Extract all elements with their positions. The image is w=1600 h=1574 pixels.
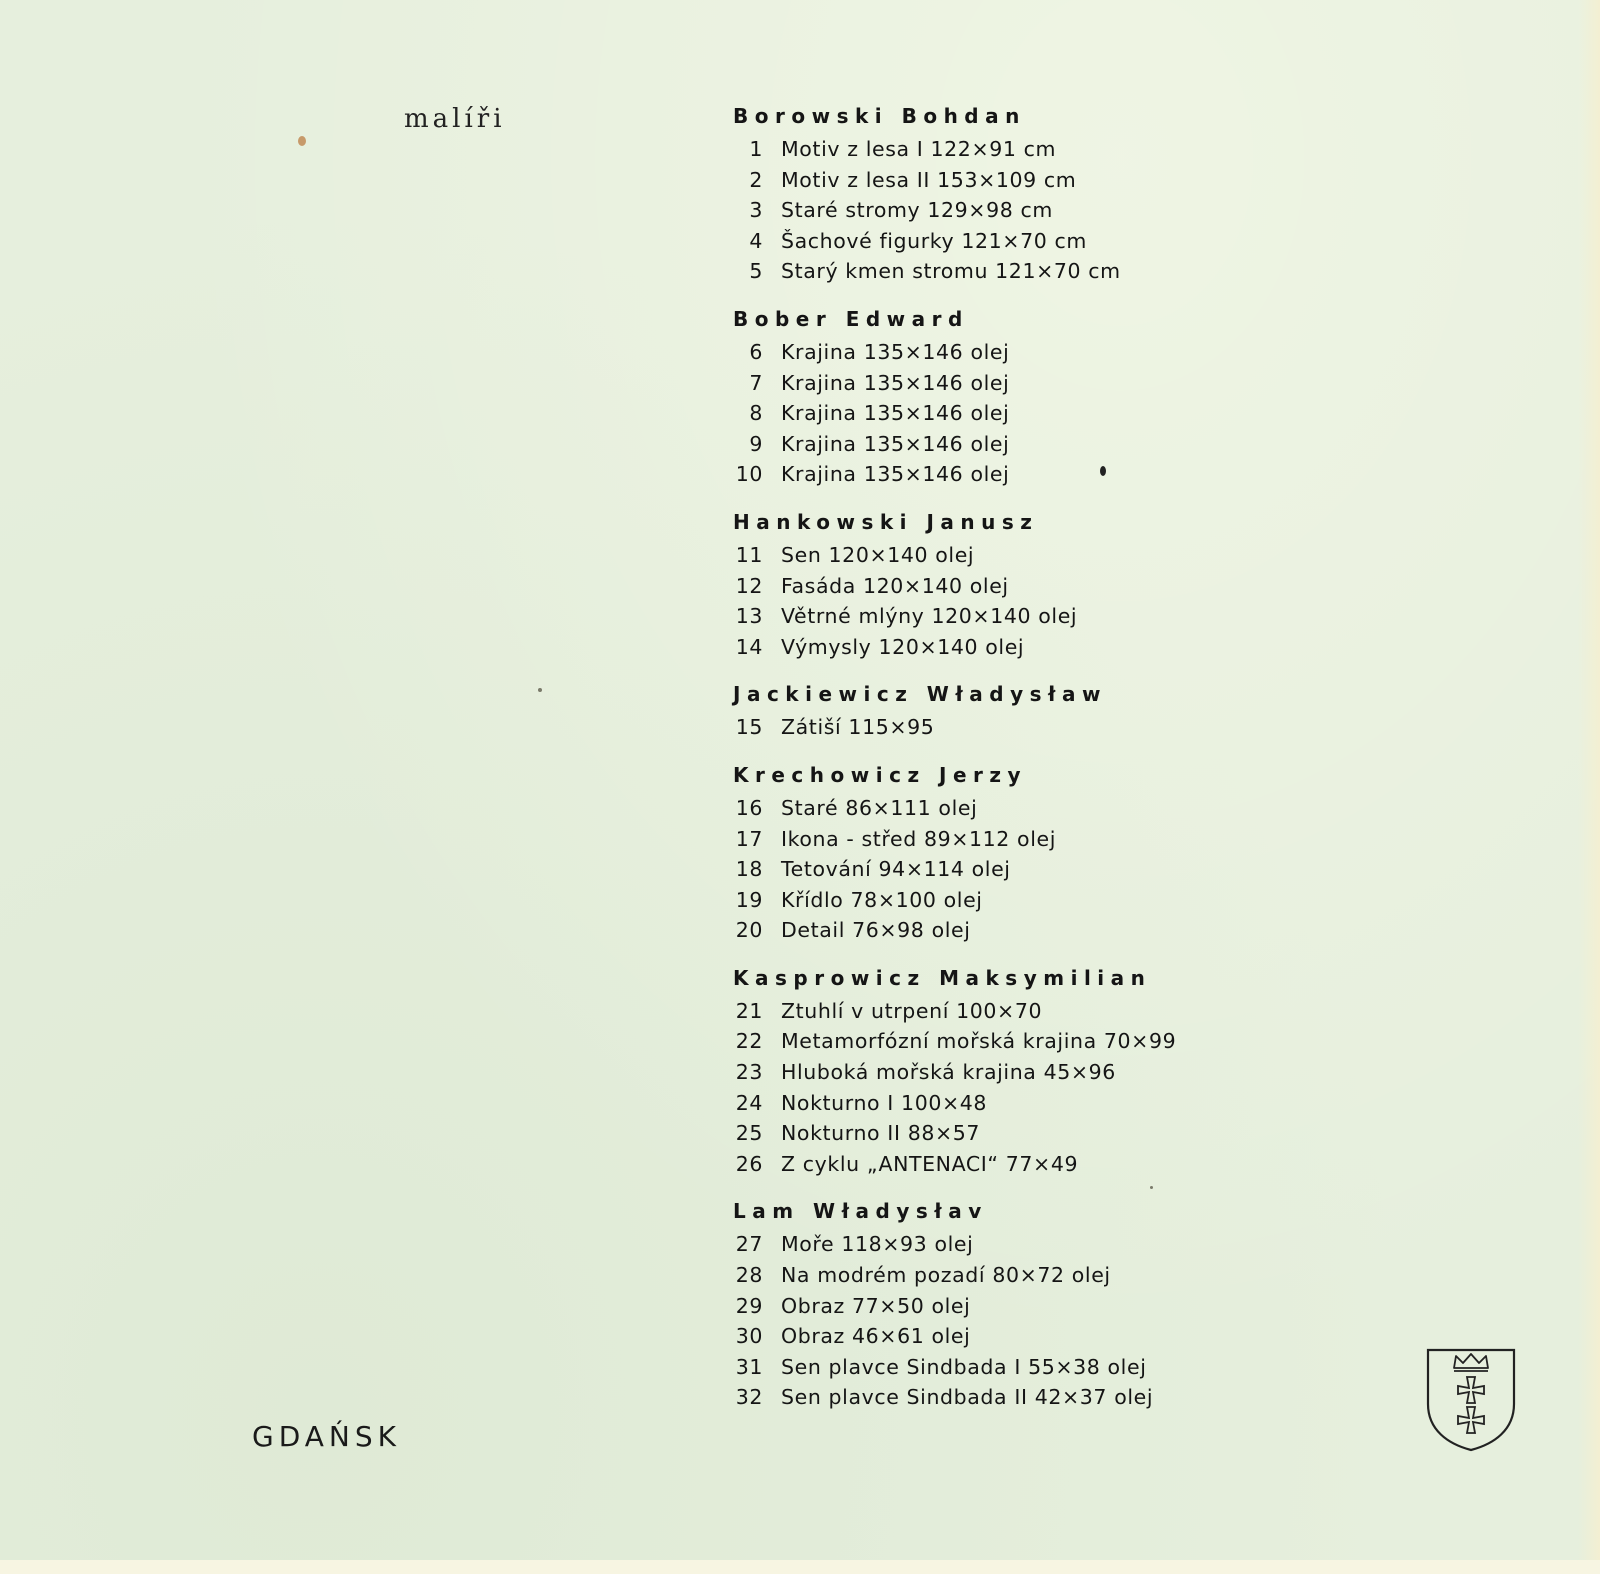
artwork-title: Starý kmen stromu 121×70 cm [781, 259, 1121, 284]
artwork-title: Krajina 135×146 olej [781, 339, 1010, 364]
artwork-title: Sen plavce Sindbada I 55×38 olej [781, 1354, 1147, 1379]
artwork-title: Ikona - střed 89×112 olej [781, 826, 1057, 851]
artwork-number: 27 [735, 1232, 763, 1257]
artwork-item [733, 632, 1253, 663]
paper-speck [538, 688, 542, 692]
artwork-item [733, 226, 1253, 257]
artwork-number: 23 [735, 1060, 763, 1085]
artwork-item [733, 824, 1253, 855]
artwork-item [733, 1352, 1253, 1383]
artwork-title: Metamorfózní mořská krajina 70×99 [781, 1029, 1177, 1054]
artwork-title: Hluboká mořská krajina 45×96 [781, 1060, 1116, 1085]
artwork-item [733, 1118, 1253, 1149]
artwork-item [733, 165, 1253, 196]
artwork-number: 9 [749, 431, 763, 456]
artwork-item [733, 1026, 1253, 1057]
artwork-title: Šachové figurky 121×70 cm [781, 228, 1087, 253]
page-edge-bottom [0, 1560, 1600, 1574]
city-label: GDAŃSK [252, 1420, 401, 1453]
artist-name: Kasprowicz Maksymilian [733, 965, 1152, 990]
artwork-number: 24 [735, 1090, 763, 1115]
artwork-number: 7 [749, 370, 763, 395]
gdansk-coat-of-arms-icon [1424, 1346, 1518, 1452]
artwork-number: 16 [735, 795, 763, 820]
artwork-list [733, 337, 1253, 490]
artwork-title: Nokturno II 88×57 [781, 1121, 981, 1146]
artwork-number: 29 [735, 1293, 763, 1318]
artwork-title: Detail 76×98 olej [781, 918, 971, 943]
artwork-number: 30 [735, 1324, 763, 1349]
artist-name: Jackiewicz Władysław [733, 682, 1107, 707]
artwork-item [733, 337, 1253, 368]
artist-name: Bober Edward [733, 306, 969, 331]
section-title: malíři [404, 104, 506, 134]
artwork-item [733, 134, 1253, 165]
artwork-list [733, 540, 1253, 662]
artwork-number: 31 [735, 1354, 763, 1379]
artwork-title: Krajina 135×146 olej [781, 401, 1010, 426]
artwork-title: Z cyklu „ANTENACI“ 77×49 [781, 1151, 1079, 1176]
artwork-item [733, 1229, 1253, 1260]
artwork-number: 5 [749, 259, 763, 284]
artwork-list [733, 996, 1253, 1180]
artwork-item [733, 601, 1253, 632]
artwork-item [733, 712, 1253, 743]
artwork-item [733, 885, 1253, 916]
artwork-number: 26 [735, 1151, 763, 1176]
artwork-item [733, 459, 1253, 490]
artwork-title: Krajina 135×146 olej [781, 370, 1010, 395]
artist-name: Lam Władysłav [733, 1199, 988, 1224]
artwork-number: 10 [735, 462, 763, 487]
artwork-title: Fasáda 120×140 olej [781, 573, 1009, 598]
artwork-list [733, 712, 1253, 743]
artwork-number: 3 [749, 198, 763, 223]
artwork-number: 1 [749, 137, 763, 161]
artwork-number: 17 [735, 826, 763, 851]
paper-speck [298, 136, 306, 146]
artwork-list [733, 793, 1253, 946]
artwork-item [733, 1382, 1253, 1413]
artwork-number: 4 [749, 228, 763, 253]
artwork-item [733, 793, 1253, 824]
artwork-number: 22 [735, 1029, 763, 1054]
artwork-number: 25 [735, 1121, 763, 1146]
artwork-number: 28 [735, 1263, 763, 1288]
artist-name: Hankowski Janusz [733, 509, 1039, 534]
artwork-number: 11 [735, 542, 763, 567]
artwork-item [733, 540, 1253, 571]
artwork-title: Ztuhlí v utrpení 100×70 [781, 998, 1043, 1023]
artwork-title: Staré 86×111 olej [781, 795, 978, 820]
artwork-title: Moře 118×93 olej [781, 1232, 974, 1257]
artwork-title: Motiv z lesa II 153×109 cm [781, 167, 1077, 192]
artwork-number: 12 [735, 573, 763, 598]
artwork-number: 32 [735, 1385, 763, 1410]
artwork-list [733, 134, 1253, 287]
artwork-number: 15 [735, 715, 763, 740]
artwork-title: Krajina 135×146 olej [781, 431, 1010, 456]
artwork-title: Obraz 46×61 olej [781, 1324, 971, 1349]
artwork-number: 2 [749, 167, 763, 192]
artwork-item [733, 1057, 1253, 1088]
artwork-title: Výmysly 120×140 olej [781, 634, 1025, 659]
artwork-item [733, 854, 1253, 885]
artwork-number: 19 [735, 887, 763, 912]
artwork-title: Křídlo 78×100 olej [781, 887, 983, 912]
artwork-item [733, 1260, 1253, 1291]
artwork-item [733, 398, 1253, 429]
artwork-title: Zátiší 115×95 [781, 715, 935, 740]
artwork-number: 13 [735, 604, 763, 629]
artwork-number: 21 [735, 998, 763, 1023]
artwork-title: Na modrém pozadí 80×72 olej [781, 1263, 1111, 1288]
artist-name: Krechowicz Jerzy [733, 762, 1028, 787]
artwork-item [733, 368, 1253, 399]
artwork-item [733, 1149, 1253, 1180]
artwork-title: Staré stromy 129×98 cm [781, 198, 1053, 223]
artwork-number: 18 [735, 857, 763, 882]
page-edge-right [1578, 0, 1600, 1574]
artwork-title: Sen plavce Sindbada II 42×37 olej [781, 1385, 1154, 1410]
artwork-title: Motiv z lesa I 122×91 cm [781, 137, 1057, 161]
artwork-title: Krajina 135×146 olej [781, 462, 1010, 487]
artwork-title: Obraz 77×50 olej [781, 1293, 971, 1318]
artwork-list [733, 1229, 1253, 1413]
artwork-number: 6 [749, 339, 763, 364]
artwork-item [733, 571, 1253, 602]
artwork-item [733, 256, 1253, 287]
artwork-number: 14 [735, 634, 763, 659]
artwork-item [733, 195, 1253, 226]
artwork-title: Větrné mlýny 120×140 olej [781, 604, 1078, 629]
artwork-item [733, 1321, 1253, 1352]
artwork-number: 8 [749, 401, 763, 426]
artwork-catalog [733, 98, 1253, 1427]
artwork-title: Tetování 94×114 olej [781, 857, 1011, 882]
artwork-item [733, 996, 1253, 1027]
artwork-number: 20 [735, 918, 763, 943]
artwork-item [733, 915, 1253, 946]
artwork-item [733, 429, 1253, 460]
artwork-title: Nokturno I 100×48 [781, 1090, 988, 1115]
artwork-item [733, 1088, 1253, 1119]
artwork-item [733, 1291, 1253, 1322]
artist-name: Borowski Bohdan [733, 104, 1026, 128]
artwork-title: Sen 120×140 olej [781, 542, 975, 567]
